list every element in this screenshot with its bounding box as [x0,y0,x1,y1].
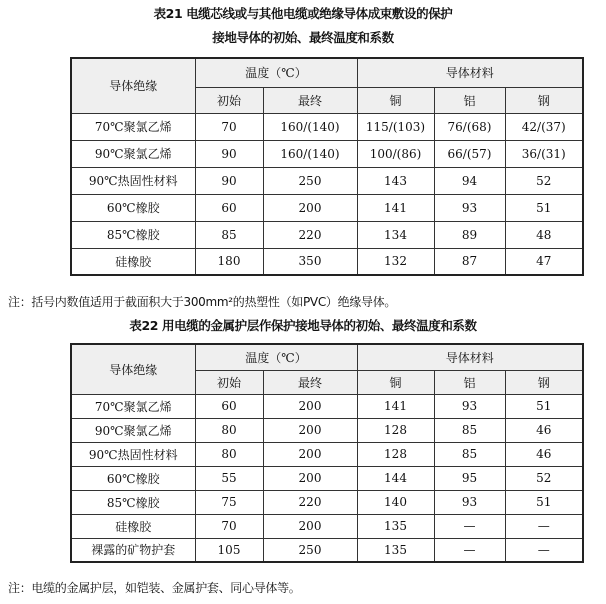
table-row [71,140,583,167]
cell-copper: 135 [357,514,434,538]
cell-copper: 115/(103) [357,113,434,140]
table21-title-line1: 表21 电缆芯线或与其他电缆或绝缘导体成束敷设的保护 [153,6,453,21]
cell-copper: 135 [357,538,434,562]
cell-name: 60℃橡胶 [71,194,195,221]
table-row [71,538,583,562]
cell-steel: 48 [505,221,583,248]
cell-final: 220 [263,221,357,248]
cell-aluminum: 66/(57) [434,140,505,167]
cell-name: 90℃热固性材料 [71,167,195,194]
table-row [71,248,583,275]
table-row [71,194,583,221]
cell-aluminum: — [434,538,505,562]
cell-initial: 85 [195,221,263,248]
cell-steel: 51 [505,490,583,514]
header-temperature: 温度（℃） [195,344,357,370]
cell-final: 250 [263,167,357,194]
cell-initial: 70 [195,113,263,140]
cell-steel: 51 [505,394,583,418]
cell-aluminum: 95 [434,466,505,490]
cell-final: 200 [263,514,357,538]
cell-name: 85℃橡胶 [71,221,195,248]
cell-aluminum: 76/(68) [434,113,505,140]
cell-initial: 60 [195,194,263,221]
table22-note: 注：电缆的金属护层，如铠装、金属护套、同心导体等。 [8,581,301,595]
table-row [71,442,583,466]
table21-title-line2: 接地导体的初始、最终温度和系数 [212,30,394,45]
cell-steel: 52 [505,167,583,194]
header-temperature: 温度（℃） [195,58,357,87]
header-material: 导体材料 [357,344,583,370]
cell-aluminum: 89 [434,221,505,248]
header-aluminum: 铝 [434,87,505,113]
header-final: 最终 [263,87,357,113]
cell-copper: 128 [357,442,434,466]
header-steel: 钢 [505,370,583,394]
cell-initial: 55 [195,466,263,490]
cell-steel: 46 [505,442,583,466]
cell-final: 200 [263,194,357,221]
cell-copper: 134 [357,221,434,248]
cell-aluminum: 93 [434,394,505,418]
header-steel: 钢 [505,87,583,113]
cell-name: 硅橡胶 [71,514,195,538]
table-row [71,167,583,194]
table22-title: 表22 用电缆的金属护层作保护接地导体的初始、最终温度和系数 [129,318,477,333]
cell-copper: 128 [357,418,434,442]
cell-initial: 60 [195,394,263,418]
cell-initial: 90 [195,140,263,167]
header-final: 最终 [263,370,357,394]
cell-initial: 105 [195,538,263,562]
cell-steel: 47 [505,248,583,275]
cell-copper: 141 [357,394,434,418]
table-row [71,490,583,514]
cell-aluminum: 93 [434,490,505,514]
cell-steel: — [505,538,583,562]
table21 [70,57,584,276]
cell-name: 60℃橡胶 [71,466,195,490]
header-initial: 初始 [195,370,263,394]
cell-final: 200 [263,418,357,442]
cell-steel: — [505,514,583,538]
cell-copper: 100/(86) [357,140,434,167]
cell-initial: 70 [195,514,263,538]
cell-name: 硅橡胶 [71,248,195,275]
cell-name: 90℃聚氯乙烯 [71,418,195,442]
cell-final: 160/(140) [263,140,357,167]
cell-final: 200 [263,394,357,418]
header-copper: 铜 [357,87,434,113]
cell-final: 250 [263,538,357,562]
table-row [71,514,583,538]
cell-final: 200 [263,466,357,490]
cell-name: 85℃橡胶 [71,490,195,514]
cell-name: 90℃热固性材料 [71,442,195,466]
cell-initial: 75 [195,490,263,514]
cell-copper: 144 [357,466,434,490]
table-row [71,466,583,490]
cell-steel: 42/(37) [505,113,583,140]
header-insulation: 导体绝缘 [71,58,195,113]
cell-steel: 36/(31) [505,140,583,167]
cell-name: 90℃聚氯乙烯 [71,140,195,167]
table-row [71,394,583,418]
header-insulation: 导体绝缘 [71,344,195,394]
cell-final: 220 [263,490,357,514]
cell-final: 160/(140) [263,113,357,140]
header-copper: 铜 [357,370,434,394]
cell-initial: 90 [195,167,263,194]
table-row [71,113,583,140]
header-initial: 初始 [195,87,263,113]
cell-aluminum: 85 [434,418,505,442]
table-row [71,418,583,442]
cell-steel: 51 [505,194,583,221]
cell-name: 裸露的矿物护套 [71,538,195,562]
cell-aluminum: 94 [434,167,505,194]
table-row [71,221,583,248]
cell-initial: 80 [195,442,263,466]
cell-steel: 52 [505,466,583,490]
cell-aluminum: 87 [434,248,505,275]
header-material: 导体材料 [357,58,583,87]
cell-copper: 143 [357,167,434,194]
table22 [70,343,584,563]
cell-initial: 180 [195,248,263,275]
table21-note: 注：括号内数值适用于截面积大于300mm²的热塑性（如PVC）绝缘导体。 [8,295,397,309]
cell-steel: 46 [505,418,583,442]
cell-initial: 80 [195,418,263,442]
cell-aluminum: — [434,514,505,538]
cell-aluminum: 85 [434,442,505,466]
cell-copper: 132 [357,248,434,275]
cell-copper: 140 [357,490,434,514]
cell-name: 70℃聚氯乙烯 [71,113,195,140]
cell-aluminum: 93 [434,194,505,221]
cell-final: 200 [263,442,357,466]
header-aluminum: 铝 [434,370,505,394]
cell-copper: 141 [357,194,434,221]
cell-name: 70℃聚氯乙烯 [71,394,195,418]
cell-final: 350 [263,248,357,275]
